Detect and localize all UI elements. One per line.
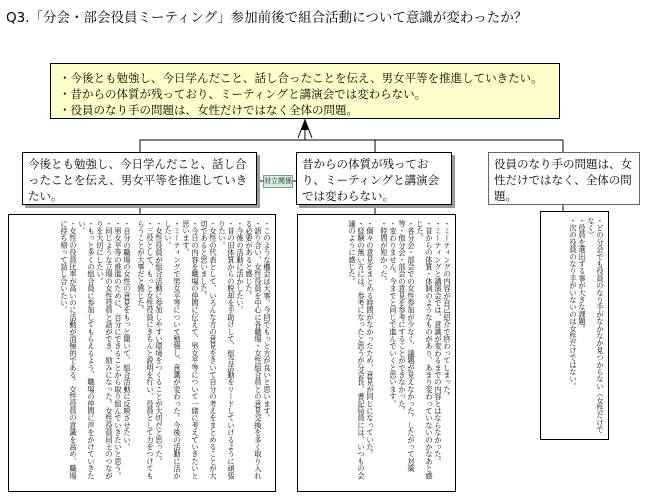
summary-box <box>50 63 560 119</box>
category-box-old-culture: 昔からの体質が残っており、ミーティングと講演会では変わらない。 <box>296 152 452 205</box>
comment: ・自分の職場の女性の意見をもっと聞いて、組合活動に反映させたい。 <box>123 220 132 451</box>
category-box-continue-learning: 今後とも勉強し、今日学んだこと、話し合ったことを伝え、男女平等を推進していきたい。 <box>22 152 257 205</box>
comment: ・どの分会でも役員のなり手がなかなか見つからない（女性だけでなく） <box>587 217 605 433</box>
category-box-officer-shortage: 役員のなり手の問題は、女性だけではなく、全体の問題。 <box>488 152 640 205</box>
page-title: Q3.「分会・部会役員ミーティング」参加前後で組合活動について意識が変わったか？ <box>6 10 528 26</box>
comment: ・変わりません。今までと同じで進んでいくと思います。 <box>389 220 398 408</box>
comment: ・今日の内容を職場の仲間に伝えて、男女平等について一緒に考えていきたいと思います。 <box>182 220 200 480</box>
comment: ・役員を選出する事が大きな課題。 <box>578 217 587 333</box>
comments-column <box>60 220 272 486</box>
comment: ・女性の代表として、いろんな方の意見をきいて自分の考えをまとめることが大切であると思いました。 <box>200 220 218 480</box>
comment: ・ミーティングと講演会では、意識が変わるまでの内容とはならなかった。 <box>434 220 443 465</box>
comment: ・語り合い、女性役員を中心に各職場・女性組合員との意見交換を多く取り入れる必要があると感じた。 <box>245 220 263 480</box>
comments-box-middle <box>297 214 456 492</box>
conflict-label: 対立関係 <box>263 175 293 188</box>
comment: ・同じような立場の女性役員と話ができ、励みになった。女性役員同士のつながりを大切にしたい。 <box>96 220 114 480</box>
comment: ・昔からの体質・体制のようなものがあり、あまり変わっていないのかなあと感じた。 <box>416 220 434 480</box>
comment: ・個々の意見をまとめる時間がなかったため、意見が同じになっていた。 <box>366 220 375 458</box>
comment: ・ミーティングの内容が自己紹介で終わってしまった。 <box>443 220 452 400</box>
comments-box-right <box>540 211 609 440</box>
comments-box-left <box>8 214 276 492</box>
comment: ・このような機会は大事。今回でもっと方が良いと思います。 <box>263 220 272 422</box>
comment: ・今後の活動に活かしたい。 <box>236 220 245 314</box>
comment: ・もっと多くの組合員に参加してもらえるよう、職場の仲間に声をかけていきたい。 <box>78 220 96 480</box>
comment: ・経験の無い方には、参考になったと思うが分会長、書記局員には、いつもの会議のように感じた。 <box>348 220 366 480</box>
comment: ・三役として、もっと女性役員にきちんと説明を行い、役員として力をつけてもらうことが大事だと感じた。 <box>137 220 155 480</box>
comment: ・各分会・部会での女性参加が少なく、議題が見えなかった。したがって対策等・他分会・部会の意見を参考にすることができなかった。 <box>398 220 416 472</box>
comment: ・女性役員が組合活動に参加しやすい環境をつくることが大切だと思った。 <box>155 220 164 465</box>
comment: ・女性の役員比率が高いのに活動が消極的である。女性役員の意識を高め、職場に持ち帰って話し合いたい。 <box>60 220 78 480</box>
summary-line: ・昔からの体質が残っており、ミーティングと講演会では変わらない。 <box>59 87 427 101</box>
comment: ・昔の旧体質からの脱却を手助けして、組合活動をリードしていけるように頑張りたい。 <box>218 220 236 480</box>
comments-column <box>569 217 605 434</box>
comment: ・次の役員のなり手がいないのは女性だけではない。 <box>569 217 578 390</box>
summary-line: ・役員のなり手の問題は、女性だけではなく全体の問題。 <box>59 103 358 117</box>
comment: ・男女平等の推進のために、自分にできることから取り組んでいきたいと思う。 <box>114 220 123 480</box>
summary-line: ・今後とも勉強し、今日学んだこと、話し合ったことを伝え、男女平等を推進していきたい。 <box>59 71 543 85</box>
comments-column <box>348 220 452 486</box>
comment: ・時間が短かった。 <box>380 220 389 285</box>
comment: ・ミーティングで男女平等について勉強し、意識が変わった。今後の活動に活かしたい。 <box>164 220 182 480</box>
